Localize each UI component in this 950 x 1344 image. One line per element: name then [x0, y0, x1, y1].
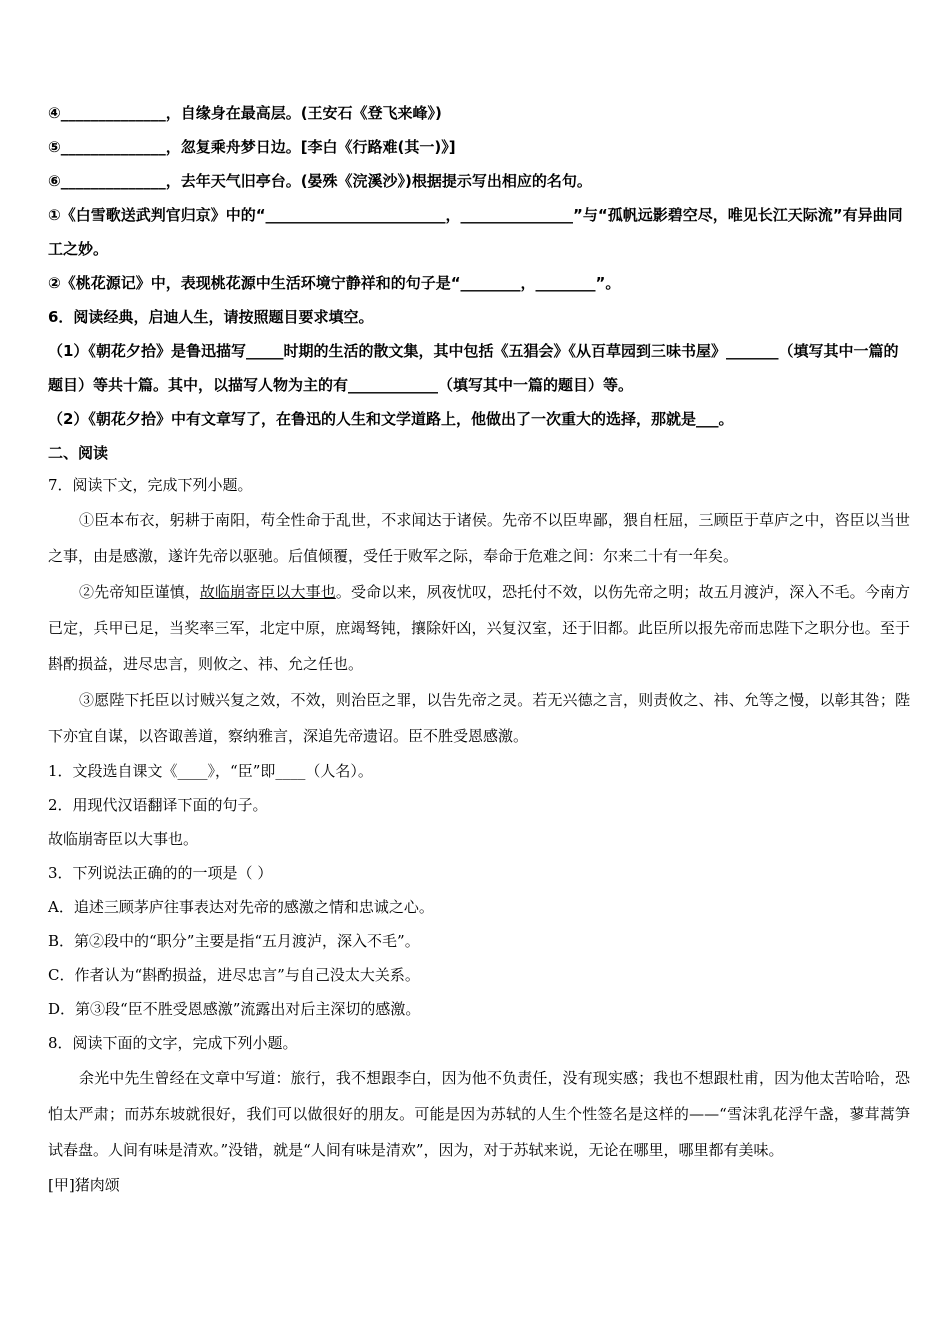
- q7-paragraph-2: [48, 574, 910, 682]
- q7-paragraph-2-start: ②先帝知臣谨慎，: [79, 583, 200, 601]
- fill-line-4: ④______________，自缘身在最高层。(王安石《登飞来峰》): [48, 104, 442, 122]
- q6-title: 6．阅读经典，启迪人生，请按照题目要求填空。: [48, 308, 374, 326]
- option-d: D．第③段“臣不胜受恩感激”流露出对后主深切的感激。: [48, 1000, 421, 1018]
- q7-paragraph-3: ③愿陛下托臣以讨贼兴复之效，不效，则治臣之罪，以告先帝之灵。若无兴德之言，则责攸之、祎、允等之慢，以彰其咎；陛下亦宜自谋，以咨诹善道，察纳雅言，深追先帝遗诏。臣不胜受恩感激。: [48, 691, 910, 745]
- q6-part2: （2）《朝花夕拾》中有文章写了，在鲁迅的人生和文学道路上，他做出了一次重大的选择，那就是___。: [48, 410, 734, 428]
- underlined-sentence: 故临崩寄臣以大事也: [199, 583, 336, 601]
- q7-paragraph-2-rest: 。受命以来，夙夜忧叹，恐托付不效，以伤先帝之明；故五月渡泸，深入不毛。今南方已定，兵甲已足，当奖率三军，北定中原，庶竭驽钝，攘除奸凶，兴复汉室，还于旧都。此臣所以报先帝而忠陛下之职分也。至于斟酌损益，进尽忠言，则攸之、祎、允之任也。: [48, 583, 910, 673]
- option-c: C．作者认为“斟酌损益，进尽忠言”与自己没太大关系。: [48, 966, 420, 984]
- q6-part1: （1）《朝花夕拾》是鲁迅描写_____时期的生活的散文集，其中包括《五猖会》《从百草园到三味书屋》_______（填写其中一篇的题目）等共十篇。其中，以描写人物为主的有____________（填写其中一篇的题目）等。: [48, 342, 899, 394]
- q7-sub2-sentence: 故临崩寄臣以大事也。: [48, 830, 199, 848]
- document-page: [48, 96, 910, 1202]
- q7-paragraph-1: ①臣本布衣，躬耕于南阳，苟全性命于乱世，不求闻达于诸侯。先帝不以臣卑鄙，猥自枉屈，三顾臣于草庐之中，咨臣以当世之事，由是感激，遂许先帝以驱驰。后值倾覆，受任于败军之际，奉命于危难之间：尔来二十有一年矣。: [48, 511, 910, 565]
- q7-sub2: 2．用现代汉语翻译下面的句子。: [48, 796, 268, 814]
- question-taohua: ②《桃花源记》中，表现桃花源中生活环境宁静祥和的句子是“________，________”。: [48, 274, 621, 292]
- option-a: A．追述三顾茅庐往事表达对先帝的感激之情和忠诚之心。: [48, 898, 434, 916]
- fill-line-5: ⑤______________，忽复乘舟梦日边。[李白《行路难(其一)》]: [48, 138, 456, 156]
- fill-line-6: ⑥______________，去年天气旧亭台。(晏殊《浣溪沙》)根据提示写出相应的名句。: [48, 172, 592, 190]
- q8-paragraph-1: 余光中先生曾经在文章中写道：旅行，我不想跟李白，因为他不负责任，没有现实感；我也不想跟杜甫，因为他太苦哈哈，恐怕太严肃；而苏东坡就很好，我们可以做很好的朋友。可能是因为苏轼的人生个性签名是这样的——“雪沫乳花浮午盏，蓼茸蒿笋试春盘。人间有味是清欢。”没错，就是“人间有味是清欢”，因为，对于苏轼来说，无论在哪里，哪里都有美味。: [48, 1069, 910, 1159]
- question-baixue: ①《白雪歌送武判官归京》中的“________________________，_______________”与“孤帆远影碧空尽，唯见长江天际流”有异曲同工之妙。: [48, 206, 903, 258]
- q8-jia-title: [甲]猪肉颂: [48, 1176, 120, 1194]
- q7-sub1: 1．文段选自课文《____》，“臣”即____（人名）。: [48, 762, 373, 780]
- option-b: B．第②段中的“职分”主要是指“五月渡泸，深入不毛”。: [48, 932, 420, 950]
- q8-title: 8．阅读下面的文字，完成下列小题。: [48, 1034, 298, 1052]
- q7-sub3: 3．下列说法正确的的一项是（ ）: [48, 864, 273, 882]
- q7-title: 7．阅读下文，完成下列小题。: [48, 476, 253, 494]
- section-heading-reading: 二、阅读: [48, 444, 109, 462]
